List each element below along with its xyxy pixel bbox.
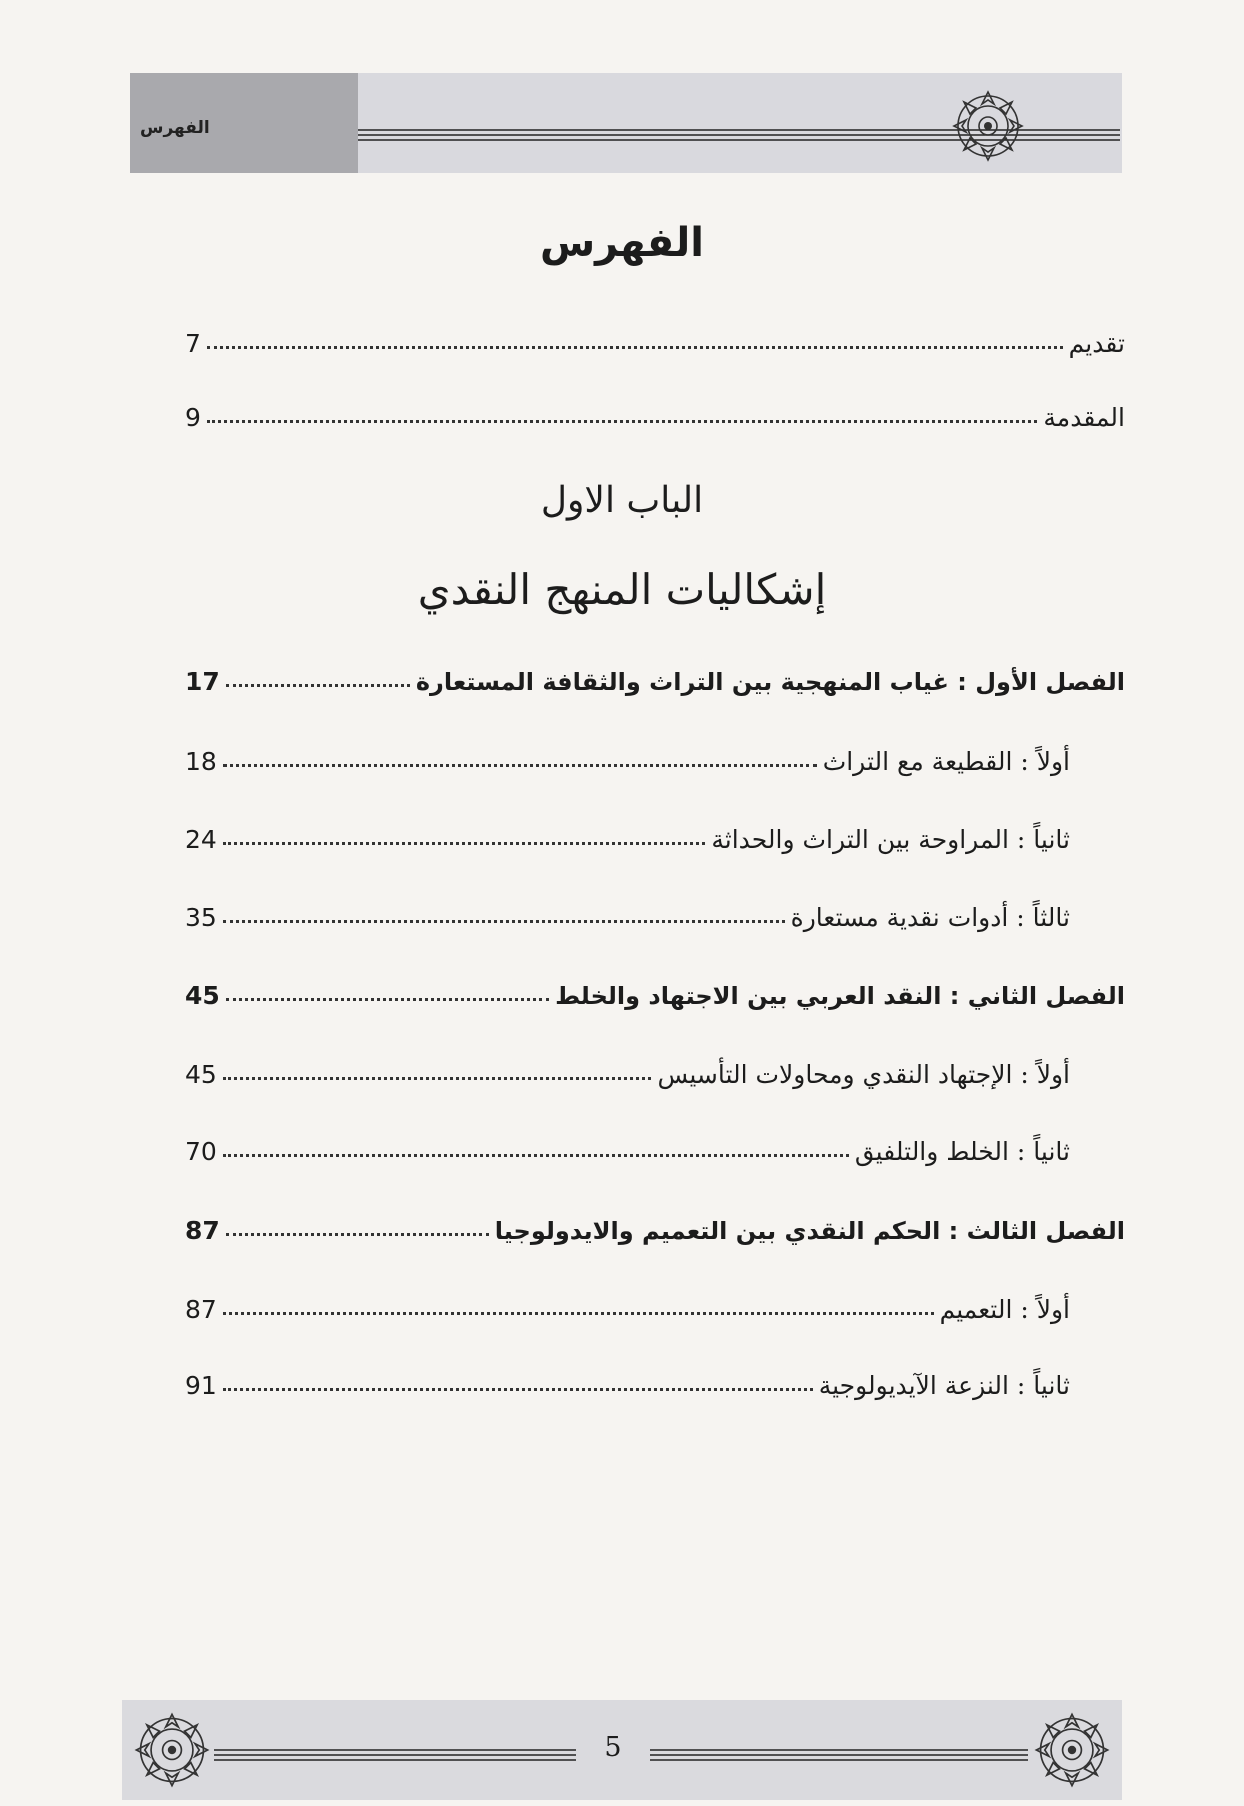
toc-chapter-3[interactable]	[185, 1199, 1125, 1245]
page-number: 5	[604, 1732, 622, 1763]
toc-chapter-label: الفصل الثاني : النقد العربي بين الاجتهاد والخلط	[555, 982, 1125, 1010]
running-header: الفهرس	[140, 118, 210, 138]
leader-dots	[223, 1154, 849, 1157]
toc-entry-page: 9	[185, 403, 201, 432]
toc-section-label: ثانياً : المراوحة بين التراث والحداثة	[711, 825, 1070, 854]
toc-chapter-label: الفصل الثالث : الحكم النقدي بين التعميم والايدولوجيا	[494, 1217, 1125, 1245]
leader-dots	[223, 1388, 813, 1391]
toc-chapter-page: 87	[185, 1216, 220, 1245]
toc-section[interactable]	[185, 730, 1070, 776]
page-title: الفهرس	[539, 220, 704, 266]
leader-dots	[207, 420, 1038, 423]
leader-dots	[223, 1312, 934, 1315]
toc-section-label: أولاً : التعميم	[939, 1295, 1070, 1324]
toc-chapter-label: الفصل الأول : غياب المنهجية بين التراث والثقافة المستعارة	[415, 668, 1125, 696]
leader-dots	[207, 346, 1063, 349]
toc-section-label: ثانياً : الخلط والتلفيق	[854, 1137, 1070, 1166]
leader-dots	[223, 842, 706, 845]
rosette-ornament-icon	[946, 84, 1030, 168]
rosette-ornament-icon	[128, 1706, 216, 1794]
rosette-ornament-icon	[1028, 1706, 1116, 1794]
toc-entry-label: تقديم	[1068, 329, 1125, 358]
toc-section-page: 45	[185, 1060, 217, 1089]
toc-entry-label: المقدمة	[1043, 403, 1125, 432]
part-heading: الباب الاول	[540, 480, 704, 521]
toc-section[interactable]	[185, 886, 1070, 932]
leader-dots	[226, 1233, 489, 1236]
toc-section[interactable]	[185, 1354, 1070, 1400]
part-subheading: إشكاليات المنهج النقدي	[417, 565, 827, 614]
leader-dots	[226, 684, 410, 687]
toc-section-label: ثالثاً : أدوات نقدية مستعارة	[790, 903, 1070, 932]
toc-section[interactable]	[185, 1043, 1070, 1089]
toc-chapter-page: 45	[185, 981, 220, 1010]
toc-section-label: ثانياً : النزعة الآيديولوجية	[818, 1371, 1070, 1400]
toc-section[interactable]	[185, 1278, 1070, 1324]
toc-chapter-2[interactable]	[185, 964, 1125, 1010]
toc-section-page: 24	[185, 825, 217, 854]
leader-dots	[223, 1077, 652, 1080]
leader-dots	[223, 920, 785, 923]
toc-section[interactable]	[185, 808, 1070, 854]
toc-section-page: 18	[185, 747, 217, 776]
toc-section-label: أولاً : الإجتهاد النقدي ومحاولات التأسيس	[657, 1060, 1070, 1089]
toc-section-page: 91	[185, 1371, 217, 1400]
toc-section-page: 87	[185, 1295, 217, 1324]
toc-entry-preface[interactable]	[185, 386, 1125, 432]
toc-section-page: 70	[185, 1137, 217, 1166]
toc-entry-intro[interactable]	[185, 312, 1125, 358]
toc-chapter-page: 17	[185, 667, 220, 696]
toc-section-label: أولاً : القطيعة مع التراث	[822, 747, 1070, 776]
toc-entry-page: 7	[185, 329, 201, 358]
toc-section[interactable]	[185, 1120, 1070, 1166]
leader-dots	[223, 764, 817, 767]
leader-dots	[226, 998, 549, 1001]
footer-rule	[650, 1748, 1028, 1762]
toc-section-page: 35	[185, 903, 217, 932]
toc-chapter-1[interactable]	[185, 650, 1125, 696]
footer-rule	[214, 1748, 576, 1762]
